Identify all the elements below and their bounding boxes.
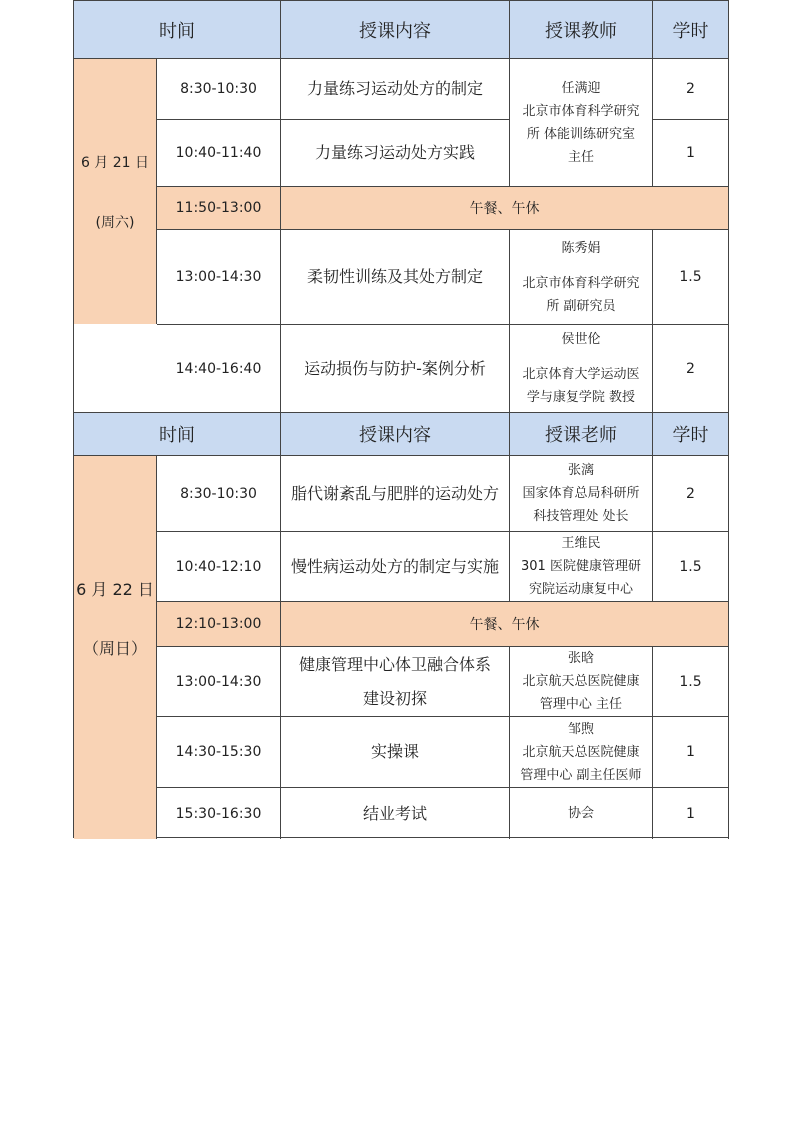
header-content: 授课内容	[281, 412, 510, 455]
lunch2-label: 午餐、午休	[281, 601, 729, 646]
header-time: 时间	[74, 0, 281, 58]
r3-time: 13:00-14:30	[157, 229, 281, 324]
r5-topic: 脂代谢紊乱与肥胖的运动处方	[281, 455, 510, 531]
r1-hours: 2	[653, 58, 729, 119]
r6-time: 10:40-12:10	[157, 531, 281, 601]
r8-hours: 1	[653, 716, 729, 787]
r9-time: 15:30-16:30	[157, 787, 281, 839]
header-teacher: 授课教师	[510, 0, 653, 58]
teacher-org: 管理中心 主任	[539, 697, 623, 712]
r8-teacher	[510, 716, 653, 787]
r4-time: 14:40-16:40	[157, 324, 281, 412]
header-hours: 学时	[653, 412, 729, 455]
r2-hours: 1	[653, 119, 729, 186]
r4-hours: 2	[653, 324, 729, 412]
teacher-name: 邹煦	[567, 721, 594, 737]
r12-teacher	[510, 58, 653, 186]
header-time: 时间	[74, 412, 281, 455]
teacher-name: 王维民	[561, 536, 601, 551]
r9-topic: 结业考试	[281, 787, 510, 839]
teacher-org: 北京市体育科学研究	[522, 103, 640, 119]
lunch2-time: 12:10-13:00	[157, 601, 281, 646]
r2-topic: 力量练习运动处方实践	[281, 119, 510, 186]
r7-teacher	[510, 646, 653, 716]
r4-teacher	[510, 324, 653, 412]
r8-time: 14:30-15:30	[157, 716, 281, 787]
r6-hours: 1.5	[653, 531, 729, 601]
r7-hours: 1.5	[653, 646, 729, 716]
teacher-org: 国家体育总局科研所	[522, 486, 640, 501]
header-content: 授课内容	[281, 0, 510, 58]
teacher-title: 主任	[567, 149, 594, 165]
day2-date: 6 月 22 日	[76, 579, 154, 599]
r9-teacher	[510, 787, 653, 839]
r6-teacher	[510, 531, 653, 601]
teacher-org: 北京航天总医院健康	[522, 744, 640, 760]
r8-topic: 实操课	[281, 716, 510, 787]
r7-topic-line1: 健康管理中心体卫融合体系	[298, 654, 491, 674]
r7-topic-line2: 建设初探	[362, 688, 427, 708]
teacher-org: 301 医院健康管理研	[521, 559, 641, 574]
teacher-name: 侯世伦	[561, 332, 601, 347]
teacher-org: 所 体能训练研究室	[526, 126, 636, 142]
teacher-org: 北京体育大学运动医	[522, 367, 640, 382]
header-hours: 学时	[653, 0, 729, 58]
teacher-name: 张晗	[567, 651, 594, 666]
teacher-org: 北京市体育科学研究	[522, 275, 640, 291]
teacher-name: 任满迎	[561, 80, 601, 96]
r6-topic: 慢性病运动处方的制定与实施	[281, 531, 510, 601]
r5-time: 8:30-10:30	[157, 455, 281, 531]
day2-label	[74, 455, 157, 839]
teacher-name: 协会	[567, 806, 594, 821]
r1-topic: 力量练习运动处方的制定	[281, 58, 510, 119]
day1-date: 6 月 21 日	[80, 154, 150, 171]
teacher-org: 管理中心 副主任医师	[520, 767, 642, 783]
header-teacher: 授课老师	[510, 412, 653, 455]
r3-topic: 柔韧性训练及其处方制定	[281, 229, 510, 324]
r9-hours: 1	[653, 787, 729, 839]
r4-topic: 运动损伤与防护-案例分析	[281, 324, 510, 412]
r5-teacher	[510, 455, 653, 531]
lunch1-label: 午餐、午休	[281, 186, 729, 229]
teacher-org: 北京航天总医院健康	[522, 674, 640, 689]
r7-topic	[281, 646, 510, 716]
day1-weekday: (周六)	[95, 214, 135, 231]
day1-label	[74, 58, 157, 324]
teacher-org: 科技管理处 处长	[533, 509, 629, 524]
r3-teacher	[510, 229, 653, 324]
teacher-name: 张漓	[567, 463, 594, 478]
r1-time: 8:30-10:30	[157, 58, 281, 119]
lunch1-time: 11:50-13:00	[157, 186, 281, 229]
r2-time: 10:40-11:40	[157, 119, 281, 186]
r3-hours: 1.5	[653, 229, 729, 324]
day2-weekday: （周日）	[82, 638, 147, 658]
r5-hours: 2	[653, 455, 729, 531]
r7-time: 13:00-14:30	[157, 646, 281, 716]
teacher-name: 陈秀娟	[561, 240, 601, 256]
teacher-org: 究院运动康复中心	[528, 582, 633, 597]
schedule-table	[73, 0, 728, 838]
teacher-org: 学与康复学院 教授	[526, 390, 636, 405]
teacher-org: 所 副研究员	[546, 298, 616, 314]
